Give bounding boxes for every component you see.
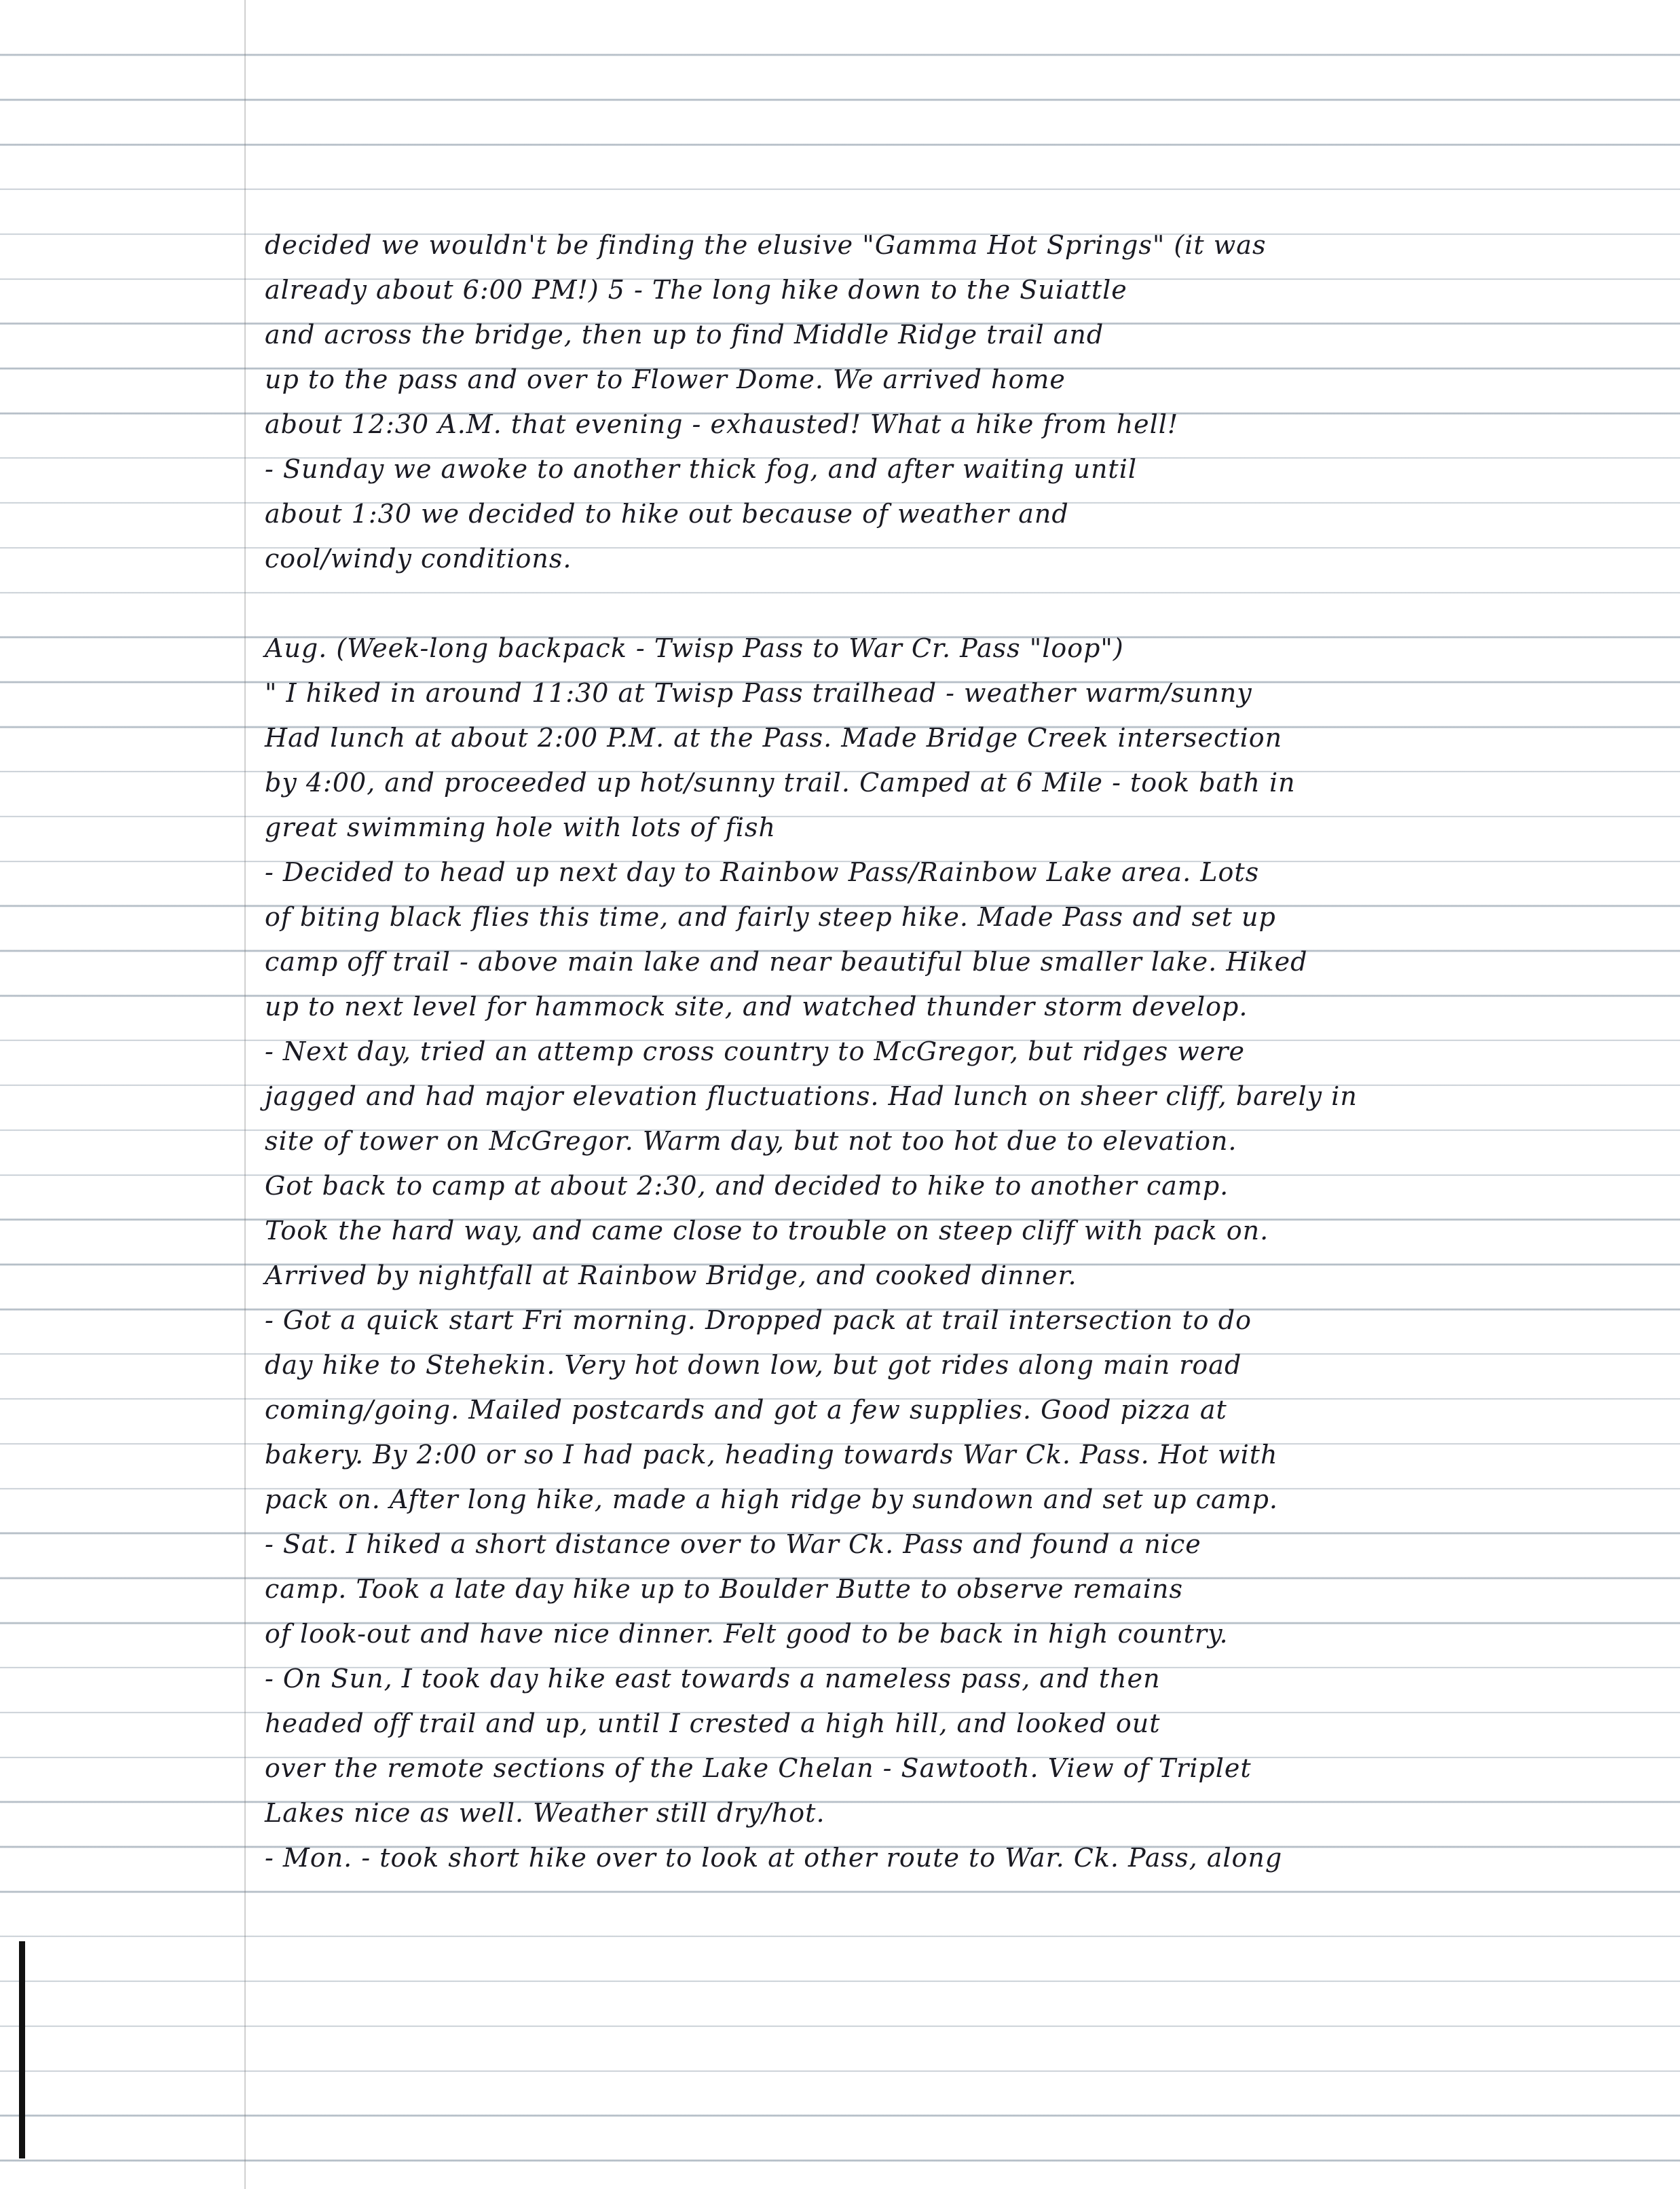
journal-line: camp off trail - above main lake and near beautiful blue smaller lake. Hiked (265, 947, 1308, 977)
journal-line: - Sat. I hiked a short distance over to War Ck. Pass and found a nice (265, 1529, 1201, 1559)
journal-line: headed off trail and up, until I crested a high hill, and looked out (265, 1708, 1161, 1738)
journal-line: Arrived by nightfall at Rainbow Bridge, and cooked dinner. (265, 1260, 1077, 1290)
journal-line: Got back to camp at about 2:30, and decided to hike to another camp. (265, 1171, 1229, 1201)
journal-line: pack on. After long hike, made a high ridge by sundown and set up camp. (265, 1484, 1279, 1514)
blank-line (265, 581, 1636, 626)
journal-line: Had lunch at about 2:00 P.M. at the Pass. Made Bridge Creek intersection (265, 723, 1283, 753)
journal-text (265, 223, 1636, 1880)
journal-line: " I hiked in around 11:30 at Twisp Pass trailhead - weather warm/sunny (265, 678, 1252, 708)
journal-line: and across the bridge, then up to find Middle Ridge trail and (265, 320, 1104, 350)
journal-line: camp. Took a late day hike up to Boulder Butte to observe remains (265, 1574, 1184, 1604)
journal-line: Lakes nice as well. Weather still dry/hot. (265, 1798, 825, 1828)
journal-line: up to next level for hammock site, and watched thunder storm develop. (265, 992, 1248, 1022)
journal-line: by 4:00, and proceeded up hot/sunny trail. Camped at 6 Mile - took bath in (265, 768, 1296, 798)
journal-line: great swimming hole with lots of fish (265, 812, 776, 842)
journal-line: decided we wouldn't be finding the elusive "Gamma Hot Springs" (it was (265, 230, 1267, 260)
journal-line: - On Sun, I took day hike east towards a nameless pass, and then (265, 1664, 1161, 1694)
journal-line: - Got a quick start Fri morning. Dropped pack at trail intersection to do (265, 1305, 1252, 1335)
journal-line: up to the pass and over to Flower Dome. We arrived home (265, 364, 1066, 394)
journal-line: site of tower on McGregor. Warm day, but not too hot due to elevation. (265, 1126, 1237, 1156)
journal-line: day hike to Stehekin. Very hot down low, but got rides along main road (265, 1350, 1242, 1380)
journal-line: over the remote sections of the Lake Chelan - Sawtooth. View of Triplet (265, 1753, 1252, 1783)
journal-line: coming/going. Mailed postcards and got a few supplies. Good pizza at (265, 1395, 1227, 1425)
journal-line: about 1:30 we decided to hike out because of weather and (265, 499, 1069, 529)
journal-line: about 12:30 A.M. that evening - exhausted! What a hike from hell! (265, 409, 1179, 439)
journal-line: Took the hard way, and came close to trouble on steep cliff with pack on. (265, 1216, 1269, 1246)
journal-line: cool/windy conditions. (265, 544, 572, 574)
journal-line: - Next day, tried an attemp cross country to McGregor, but ridges were (265, 1036, 1245, 1066)
journal-line: - Mon. - took short hike over to look at other route to War. Ck. Pass, along (265, 1843, 1283, 1873)
journal-line: - Sunday we awoke to another thick fog, and after waiting until (265, 454, 1138, 484)
journal-line: jagged and had major elevation fluctuations. Had lunch on sheer cliff, barely in (265, 1081, 1358, 1111)
journal-line: of biting black flies this time, and fairly steep hike. Made Pass and set up (265, 902, 1276, 932)
journal-line: already about 6:00 PM!) 5 - The long hike down to the Suiattle (265, 275, 1127, 305)
section-heading: Aug. (Week-long backpack - Twisp Pass to War Cr. Pass "loop") (265, 633, 1124, 663)
journal-line: of look-out and have nice dinner. Felt good to be back in high country. (265, 1619, 1229, 1649)
journal-line: bakery. By 2:00 or so I had pack, heading towards War Ck. Pass. Hot with (265, 1440, 1278, 1470)
journal-line: - Decided to head up next day to Rainbow Pass/Rainbow Lake area. Lots (265, 857, 1260, 887)
binding-mark (19, 1941, 25, 2158)
margin-rule (244, 0, 246, 2189)
